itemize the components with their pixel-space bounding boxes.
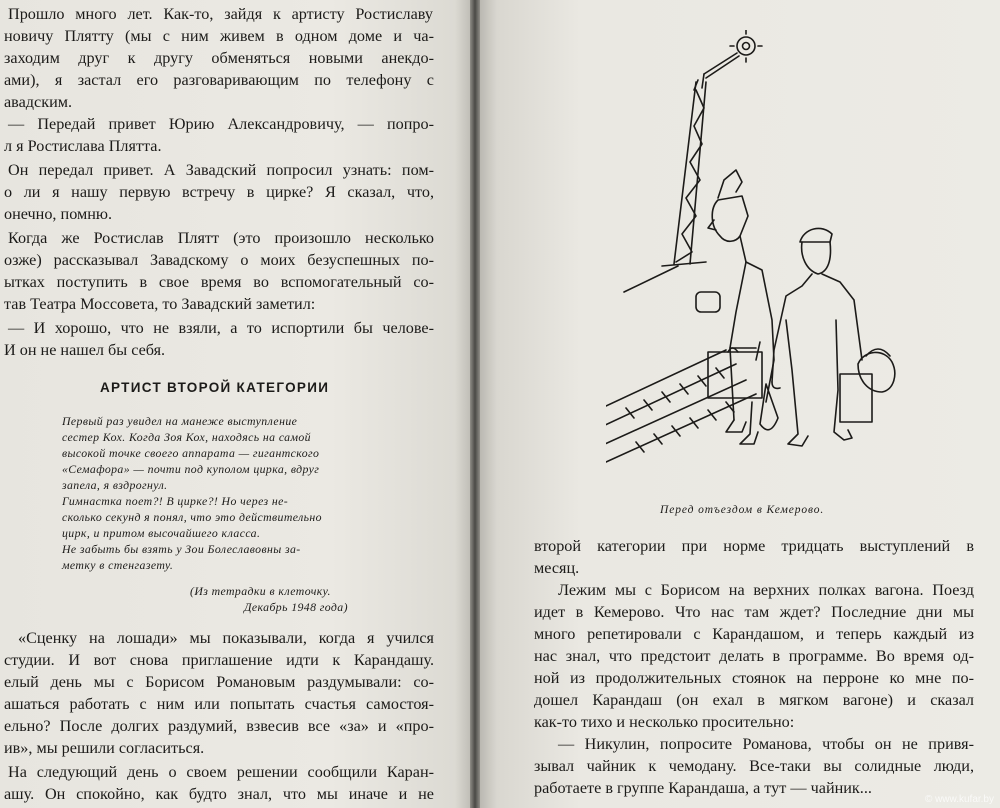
text-line: авадским. [4, 93, 73, 111]
text-line: Лежим мы с Борисом на верхних полках вагона. Поезд [558, 581, 974, 599]
text-line: работаете в группе Карандаша, а тут — чайник... [534, 779, 872, 797]
epigraph-line: высокой точке своего аппарата — гигантского [62, 446, 320, 460]
right-page [476, 0, 1000, 808]
text-line: ашаться работать с ним или попытать счастья самостоя- [4, 695, 434, 713]
illustration-caption: Перед отъездом в Кемерово. [660, 504, 825, 516]
epigraph-source: (Из тетрадки в клеточку. [190, 584, 331, 598]
text-line: ытках поступить в свое время во вспомогательный со- [4, 273, 434, 291]
text-line: Он передал привет. А Завадский попросил узнать: пом- [8, 161, 434, 179]
text-line: — Передай привет Юрию Александровичу, — попро- [8, 115, 434, 133]
text-line: ами), я застал его разговаривающим по телефону с [4, 71, 434, 89]
text-line: И он не нашел бы себя. [4, 341, 166, 359]
epigraph-line: запела, я вздрогнул. [62, 478, 168, 492]
book-gutter [470, 0, 480, 808]
text-line: как-то тихо и несколько просительно: [534, 713, 795, 731]
text-line: идет в Кемерово. Что нас там ждет? Последние дни мы [534, 603, 974, 621]
text-line: месяц. [534, 559, 580, 577]
epigraph-line: Не забыть бы взять у Зои Болеславовны за- [62, 542, 301, 556]
epigraph-line: метку в стенгазету. [62, 558, 174, 572]
chapter-title: АРТИСТ ВТОРОЙ КАТЕГОРИИ [100, 380, 330, 395]
text-line: Когда же Ростислав Плятт (это произошло несколько [8, 229, 434, 247]
epigraph-line: Первый раз увидел на манеже выступление [62, 414, 298, 428]
text-line: Прошло много лет. Как-то, зайдя к артисту Ростиславу [8, 5, 433, 23]
text-line: второй категории при норме тридцать выступлений в [534, 537, 974, 555]
text-line: дошел Карандаш (он ехал в мягком вагоне) и сказал [534, 691, 974, 709]
text-line: студии. И вот снова приглашение идти к Карандашу. [4, 651, 434, 669]
epigraph-line: Гимнастка поет?! В цирке?! Но через не- [62, 494, 289, 508]
watermark: © www.kufar.by [924, 794, 994, 805]
epigraph-source: Декабрь 1948 года) [244, 600, 348, 614]
text-line: зывал чайник к чемодану. Все-таки вы солидные люди, [534, 757, 974, 775]
text-line: онечно, помню. [4, 205, 113, 223]
text-line: — Никулин, попросите Романова, чтобы он не привя- [558, 735, 974, 753]
text-line: тав Театра Моссовета, то Завадский заметил: [4, 295, 316, 313]
text-line: ельно? После долгих раздумий, взвесив все «за» и «про- [4, 717, 434, 735]
text-line: ной из продолжительных стоянок на перроне ко мне по- [534, 669, 974, 687]
text-line: много репетировали с Карандашом, и теперь каждый из [534, 625, 974, 643]
text-line: ашу. Он спокойно, как будто знал, что мы иначе и не [4, 785, 434, 803]
text-line: На следующий день о своем решении сообщили Каран- [8, 763, 434, 781]
text-line: елый день мы с Борисом Романовым раздумывали: со- [4, 673, 434, 691]
semaphore-drawing [624, 30, 762, 292]
epigraph-line: сколько секунд я понял, что это действительно [62, 510, 322, 524]
text-line: ив», мы решили согласиться. [4, 739, 205, 757]
epigraph-line: сестер Кох. Когда Зоя Кох, находясь на самой [62, 430, 311, 444]
epigraph-line: цирк, и притом высочайшего класса. [62, 526, 261, 540]
illustration [606, 30, 906, 470]
epigraph-line: «Семафора» — почти под куполом цирка, вдруг [62, 462, 320, 476]
text-line: новичу Плятту (мы с ним живем в одном доме и ча- [4, 27, 434, 45]
text-line: нас знал, что предстоит делать в программе. Во время од- [534, 647, 974, 665]
text-line: заходим друг к другу обменяться новыми анекдо- [4, 49, 434, 67]
text-line: — И хорошо, что не взяли, а то испортили бы челове- [8, 319, 434, 337]
text-line: л я Ростислава Плятта. [4, 137, 162, 155]
text-line: озже) рассказывал Завадскому о моих безуспешных по- [4, 251, 434, 269]
text-line: о ли я нашу первую встречу в цирке? Я сказал, что, [4, 183, 434, 201]
text-line: «Сценку на лошади» мы показывали, когда я учился [18, 629, 434, 647]
left-page [0, 0, 474, 808]
man-with-kettle-drawing [760, 228, 895, 446]
